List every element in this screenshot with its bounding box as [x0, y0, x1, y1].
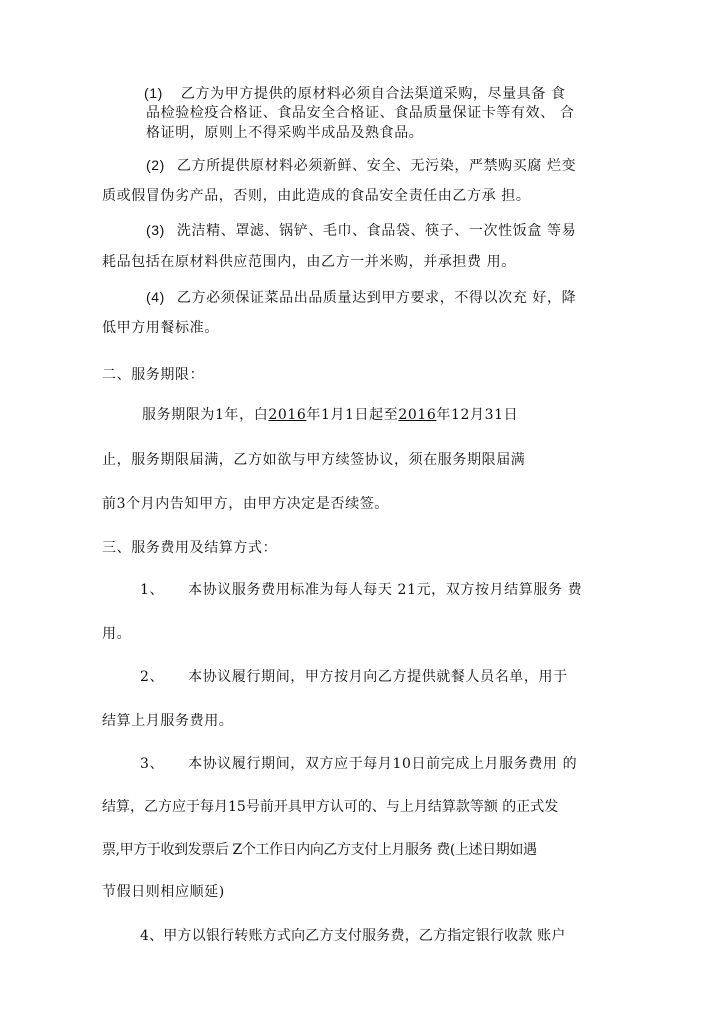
- item-1-line-3: 格证明，原则上不得采购半成品及熟食品。: [146, 125, 424, 141]
- clause-4-line-1: 4、甲方以银行转账方式向乙方支付服务费，乙方指定银行收款 账户: [140, 928, 566, 944]
- term-text-b: 年1月1日起至: [306, 407, 399, 423]
- clause-3-number: 3、: [140, 756, 165, 772]
- item-1-number: (1): [144, 85, 163, 101]
- item-1-line-2: 品检验检疫合格证、食品安全合格证、食品质量保证卡等有效、 合: [146, 105, 575, 121]
- clause-2-line-1: [140, 668, 568, 686]
- item-2-line-2: 质或假冒伪劣产品，否则，由此造成的食品安全责任由乙方承 担。: [102, 188, 531, 204]
- item-2-number: (2): [146, 157, 165, 173]
- clause-1-line-2: 用。: [102, 626, 132, 642]
- clause-3-text: 本协议履行期间，双方应于每月10日前完成上月服务费用 的: [188, 756, 578, 772]
- clause-3-line-1: [140, 755, 577, 773]
- clause-1-line-1: [140, 581, 582, 599]
- section-2-paragraph-1: [142, 406, 518, 424]
- end-year: 2016: [398, 407, 437, 423]
- term-text-a: 服务期限为1年，白: [142, 407, 269, 423]
- item-4-line-1: [146, 288, 576, 307]
- item-3-number: (3): [146, 222, 165, 238]
- item-4-line-2: 低甲方用餐标准。: [102, 320, 219, 336]
- clause-3-line-3: 票,甲方于收到发票后 Z个工作日内向乙方支付上月服务 费(上述日期如遇: [102, 842, 537, 858]
- section-3-heading: 三、服务费用及结算方式：: [102, 540, 278, 556]
- item-3-line-2: 耗品包括在原材料供应范围内，由乙方一并米购，并承担费 用。: [102, 254, 516, 270]
- clause-2-text: 本协议履行期间，甲方按月向乙方提供就餐人员名单，用于: [188, 669, 568, 685]
- clause-2-number: 2、: [140, 669, 165, 685]
- clause-1-text: 本协议服务费用标准为每人每天 21元，双方按月结算服务 费: [188, 582, 583, 598]
- item-1-line-1: [144, 84, 566, 103]
- section-2-paragraph-3: 前3个月内告知甲方，由甲方决定是否续签。: [102, 496, 389, 512]
- term-text-c: 年12月31日: [436, 407, 519, 423]
- item-2-text: 乙方所提供原材料必须新鲜、安全、无污染，严禁购买腐 烂变: [176, 158, 577, 174]
- item-2-line-1: [146, 156, 576, 175]
- section-2-heading: 二、服务期限：: [102, 367, 205, 383]
- item-3-line-1: [146, 221, 576, 240]
- clause-3-line-2: 结算，乙方应于每月15号前开具甲方认可的、与上月结算款等额 的正式发: [102, 799, 559, 815]
- item-4-text: 乙方必须保证菜品出品质量达到甲方要求，不得以次充 好，降: [176, 290, 577, 306]
- item-4-number: (4): [146, 289, 165, 305]
- section-2-paragraph-2: 止，服务期限届满，乙方如欲与甲方续签协议，须在服务期限届满: [102, 452, 526, 468]
- clause-2-line-2: 结算上月服务费用。: [102, 713, 234, 729]
- start-year: 2016: [268, 407, 307, 423]
- item-3-text: 洗洁精、罩滤、锅铲、毛巾、食品袋、筷子、一次性饭盒 等易: [176, 223, 577, 239]
- clause-1-number: 1、: [140, 582, 165, 598]
- item-1-text: 乙方为甲方提供的原材料必须自合法渠道采购，尽量具备 食: [180, 86, 566, 102]
- clause-3-line-4: 节假日则相应顺延): [102, 884, 225, 900]
